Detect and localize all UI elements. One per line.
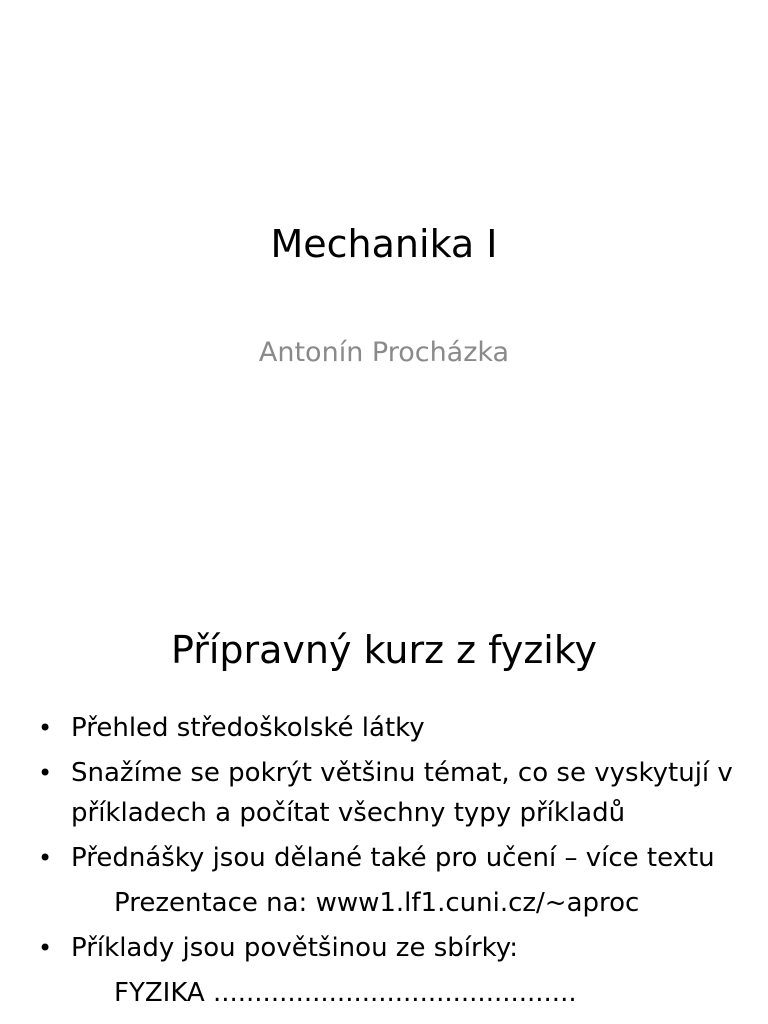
content-slide <box>0 576 768 1024</box>
bullet-text: Přehled středoškolské látky <box>71 713 425 743</box>
bullet-icon: • <box>38 844 53 872</box>
bullet-icon: • <box>38 759 53 787</box>
slide-title: Mechanika I <box>270 222 498 266</box>
slide-title: Přípravný kurz z fyziky <box>170 628 598 672</box>
bullet-icon: • <box>38 714 53 742</box>
list-item <box>38 753 738 833</box>
bullet-text: Přednášky jsou dělané také pro učení – více textu <box>71 843 715 873</box>
sub-note: Prezentace na: www1.lf1.cuni.cz/~aproc <box>114 888 640 918</box>
list-item <box>38 708 738 748</box>
truncated-line: FYZIKA ............................................ <box>114 978 577 1008</box>
bullet-list <box>38 708 738 1013</box>
bullet-text: Příklady jsou povětšinou ze sbírky: <box>71 933 519 963</box>
list-item <box>38 928 738 968</box>
slide-author: Antonín Procházka <box>258 337 510 368</box>
bullet-icon: • <box>38 934 53 962</box>
list-item <box>38 838 738 878</box>
bullet-text: Snažíme se pokrýt většinu témat, co se vyskytují v příkladech a počítat všechny typy příkladů <box>71 758 733 828</box>
